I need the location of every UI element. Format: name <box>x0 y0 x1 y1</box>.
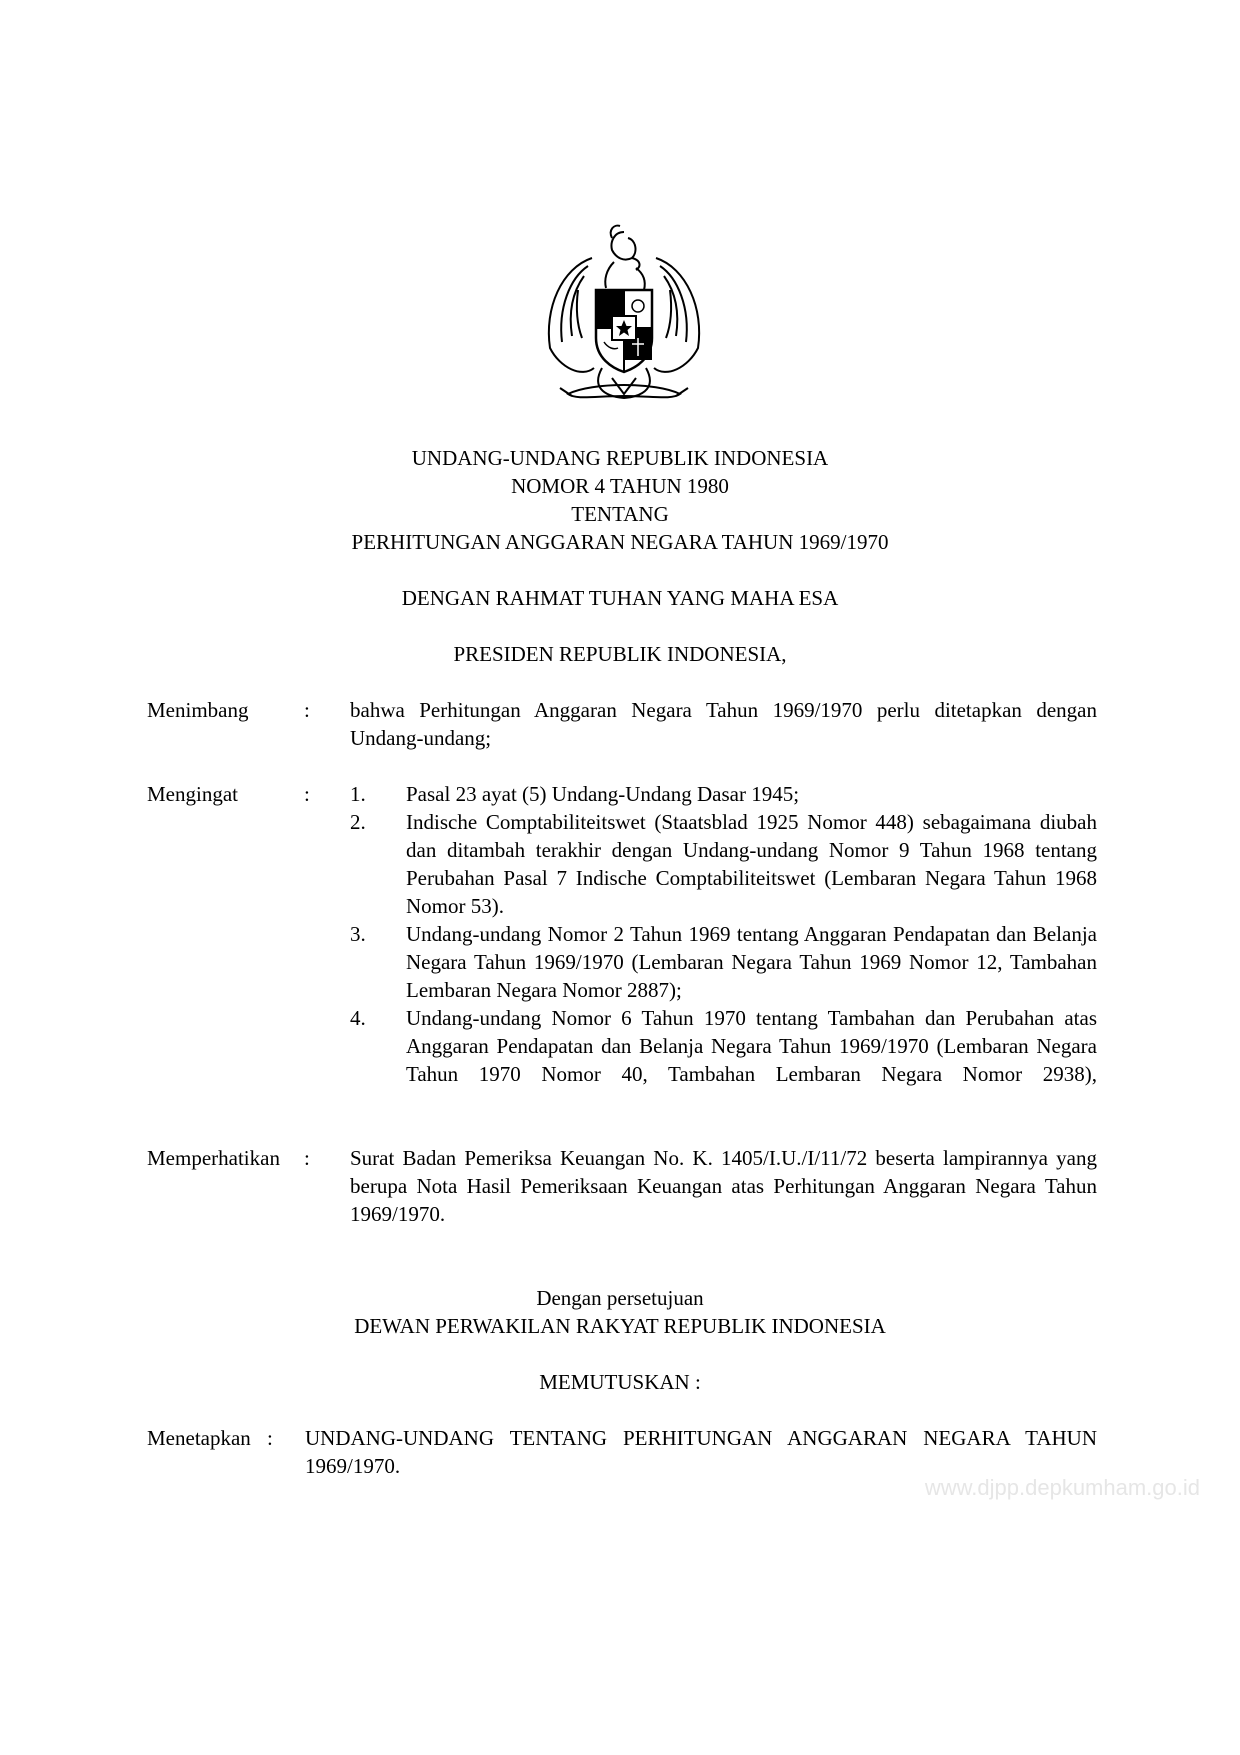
mengingat-item-text: Indische Comptabiliteitswet (Staatsblad 1925 Nomor 448) sebagaimana diubah dan ditambah terakhir dengan Undang-undang Nomor 9 Tahun 1968 tentang Perubahan Pasal 7 Indische Comptabiliteitswet (Lembaran Negara Tahun 1968 Nomor 53). <box>406 810 1097 918</box>
menetapkan-colon: : <box>267 1426 273 1450</box>
mengingat-item-number: 2. <box>350 810 366 834</box>
mengingat-item-number: 4. <box>350 1006 366 1030</box>
mengingat-label: Mengingat <box>147 782 238 806</box>
title-line-3: TENTANG <box>571 502 669 526</box>
decision-heading: MEMUTUSKAN : <box>539 1370 701 1394</box>
mengingat-item-number: 3. <box>350 922 366 946</box>
garuda-emblem <box>532 218 716 418</box>
memperhatikan-label: Memperhatikan <box>147 1146 280 1170</box>
mengingat-item-text: Undang-undang Nomor 6 Tahun 1970 tentang Tambahan dan Perubahan atas Anggaran Pendapatan dan Belanja Negara Tahun 1969/1970 (Lembaran Negara Tahun 1970 Nomor 40, Tambahan Lembaran Negara Nomor 2938), <box>406 1006 1097 1086</box>
menetapkan-label: Menetapkan <box>147 1426 251 1450</box>
menimbang-colon: : <box>304 698 310 722</box>
memperhatikan-colon: : <box>304 1146 310 1170</box>
mengingat-item-text: Undang-undang Nomor 2 Tahun 1969 tentang Anggaran Pendapatan dan Belanja Negara Tahun 1969/1970 (Lembaran Negara Tahun 1969 Nomor 12, Tambahan Lembaran Negara Nomor 2887); <box>406 922 1097 1002</box>
mengingat-item-number: 1. <box>350 782 366 806</box>
mengingat-colon: : <box>304 782 310 806</box>
title-line-2: NOMOR 4 TAHUN 1980 <box>511 474 729 498</box>
menimbang-text: bahwa Perhitungan Anggaran Negara Tahun 1969/1970 perlu ditetapkan dengan Undang-undang; <box>350 698 1097 750</box>
president-line: PRESIDEN REPUBLIK INDONESIA, <box>453 642 787 666</box>
approval-line-1: Dengan persetujuan <box>536 1286 704 1310</box>
mengingat-item-text: Pasal 23 ayat (5) Undang-Undang Dasar 1945; <box>406 782 800 806</box>
watermark-url: www.djpp.depkumham.go.id <box>924 1475 1200 1500</box>
memperhatikan-text: Surat Badan Pemeriksa Keuangan No. K. 1405/I.U./I/11/72 beserta lampirannya yang berupa Nota Hasil Pemeriksaan Keuangan atas Perhitungan Anggaran Negara Tahun 1969/1970. <box>350 1146 1097 1226</box>
blessing-line: DENGAN RAHMAT TUHAN YANG MAHA ESA <box>401 586 839 610</box>
approval-line-2: DEWAN PERWAKILAN RAKYAT REPUBLIK INDONESIA <box>354 1314 886 1338</box>
menimbang-label: Menimbang <box>147 698 249 722</box>
title-line-4: PERHITUNGAN ANGGARAN NEGARA TAHUN 1969/1970 <box>351 530 889 554</box>
title-line-1: UNDANG-UNDANG REPUBLIK INDONESIA <box>411 446 829 470</box>
menetapkan-text: UNDANG-UNDANG TENTANG PERHITUNGAN ANGGARAN NEGARA TAHUN 1969/1970. <box>305 1426 1097 1478</box>
